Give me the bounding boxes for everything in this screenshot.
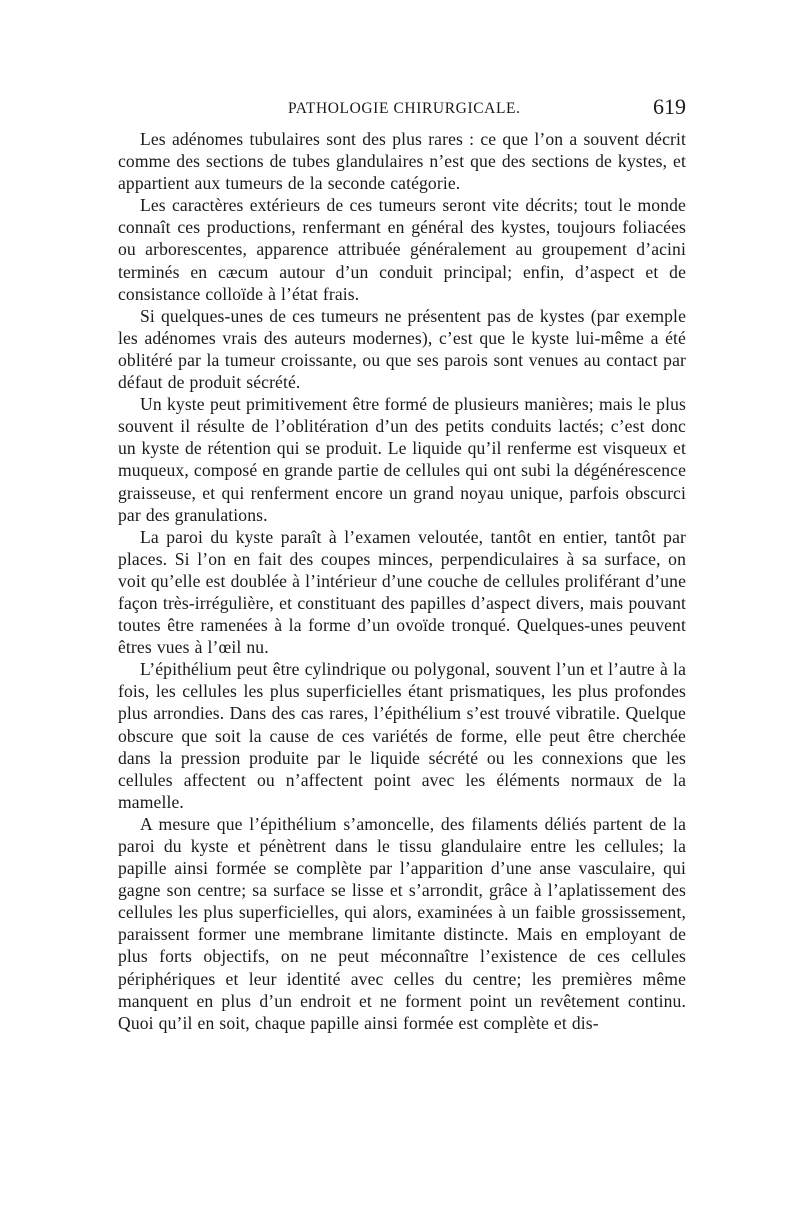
running-title: PATHOLOGIE CHIRURGICALE. (288, 100, 521, 117)
running-head (118, 92, 686, 126)
paragraph-cyst-wall: La paroi du kyste paraît à l’examen veloutée, tantôt en entier, tantôt par places. Si l’on en fait des coupes minces, perpendiculaires à sa surface, on voit qu’elle est doublée à l’intérieur d’une couche de cellules proliférant d’une façon très-irrégulière, et constituant des papilles d’aspect divers, mais pouvant toutes être ramenées à la forme d’un ovoïde tronqué. Quelques-unes peuvent êtres vues à l’œil nu. (118, 526, 686, 658)
paragraph-tumors-without-cysts: Si quelques-unes de ces tumeurs ne présentent pas de kystes (par exemple les adénomes vrais des auteurs modernes), c’est que le kyste lui-même a été oblitéré par la tumeur croissante, ou que ses parois sont venues au contact par défaut de produit sécrété. (118, 305, 686, 393)
page-number: 619 (653, 94, 686, 119)
paragraph-epithelium: L’épithélium peut être cylindrique ou polygonal, souvent l’un et l’autre à la fois, les cellules les plus superficielles étant prismatiques, les plus profondes plus arrondies. Dans des cas rares, l’épithélium s’est trouvé vibratile. Quelque obscure que soit la cause de ces variétés de forme, elle peut être cherchée dans la pression produite par le liquide sécrété ou les connexions que les cellules affectent ou n’affectent point avec les éléments normaux de la mamelle. (118, 659, 686, 812)
paragraph-papilla-formation: A mesure que l’épithélium s’amoncelle, des filaments déliés partent de la paroi du kyste et pénètrent dans le tissu glandulaire entre les cellules; la papille ainsi formée se complète par l’apparition d’une anse vasculaire, qui gagne son centre; sa surface se lisse et s’arrondit, grâce à l’aplatissement des cellules les plus superficielles, qui alors, examinées à un faible grossissement, paraissent former une membrane limitante distincte. Mais en employant de plus forts objectifs, on ne peut méconnaître l’existence de ces cellules périphériques et leur identité avec celles du centre; les premières même manquent en plus d’un endroit et ne forment point un revêtement continu. Quoi qu’il en soit, chaque papille ainsi formée est complète et dis- (118, 813, 686, 1033)
paragraph-cyst-formation: Un kyste peut primitivement être formé de plusieurs manières; mais le plus souvent il résulte de l’oblitération d’un des petits conduits lactés; c’est donc un kyste de rétention qui se produit. Le liquide qu’il renferme est visqueux et muqueux, composé en grande partie de cellules qui ont subi la dégénérescence graisseuse, et qui renferment encore un grand noyau unique, parfois obscurci par des granulations. (118, 394, 686, 525)
paragraph-tubular-adenomas: Les adénomes tubulaires sont des plus rares : ce que l’on a souvent décrit comme des sections de tubes glandulaires n’est que des sections de kystes, et appartient aux tumeurs de la seconde catégorie. (118, 129, 686, 194)
paragraph-external-characters: Les caractères extérieurs de ces tumeurs seront vite décrits; tout le monde connaît ces productions, renfermant en général des kystes, toujours foliacées ou arborescentes, apparence attribuée généralement au groupement d’acini terminés en cæcum autour d’un conduit principal; enfin, d’aspect et de consistance colloïde à l’état frais. (118, 195, 686, 304)
body-text (118, 128, 686, 1034)
book-page (118, 92, 686, 1034)
